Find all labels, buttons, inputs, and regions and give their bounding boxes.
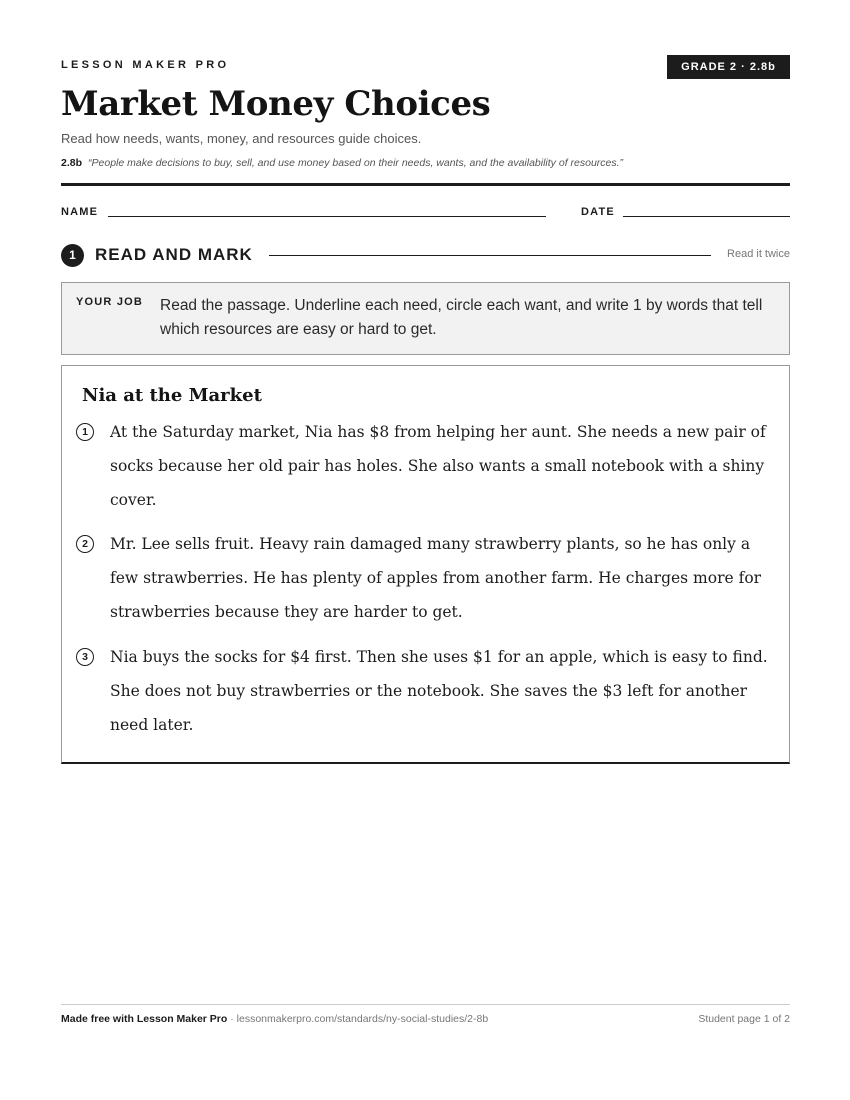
your-job-text: Read the passage. Underline each need, circle each want, and write 1 by words that tell which resources are easy or hard to get. (160, 297, 763, 338)
paragraph-number: 2 (76, 535, 94, 553)
standard-code: 2.8b (61, 157, 83, 169)
header-divider (61, 183, 790, 186)
date-field[interactable] (623, 216, 790, 217)
footer-divider (61, 1004, 790, 1005)
section-title: READ AND MARK (95, 245, 253, 264)
footer-page-number: Student page 1 of 2 (698, 1013, 790, 1025)
standard-quote: “People make decisions to buy, sell, and use money based on their needs, wants, and the availability of resources.” (88, 157, 624, 169)
worksheet-page (61, 0, 790, 1100)
paragraph-text: Nia buys the socks for $4 first. Then she uses $1 for an apple, which is easy to find. She does not buy strawberries or the notebook. She saves the $3 left for another need later. (110, 648, 768, 734)
date-label: DATE (581, 206, 615, 218)
page-subtitle: Read how needs, wants, money, and resources guide choices. (61, 131, 422, 146)
footer-url[interactable]: · lessonmakerpro.com/standards/ny-social-studies/2-8b (227, 1013, 489, 1025)
brand-name: LESSON MAKER PRO (61, 59, 230, 71)
section-note: Read it twice (727, 248, 790, 260)
passage-title: Nia at the Market (82, 385, 262, 406)
grade-badge: GRADE 2 · 2.8b (667, 55, 790, 79)
paragraph-number: 1 (76, 423, 94, 441)
footer-made-with: Made free with Lesson Maker Pro (61, 1013, 228, 1025)
paragraph-text: Mr. Lee sells fruit. Heavy rain damaged many strawberry plants, so he has only a few strawberries. He has plenty of apples from another farm. He charges more for strawberries because they are harder to get. (110, 535, 762, 621)
section-rule (269, 255, 711, 256)
name-field[interactable] (108, 216, 546, 217)
section-header (61, 243, 790, 267)
section-number: 1 (61, 244, 84, 267)
page-title: Market Money Choices (61, 84, 491, 124)
paragraph-number: 3 (76, 648, 94, 666)
footer-credit (61, 1013, 488, 1025)
passage-box (61, 365, 790, 764)
standard-line (61, 157, 623, 169)
paragraph-text: At the Saturday market, Nia has $8 from helping her aunt. She needs a new pair of socks because her old pair has holes. She also wants a small notebook with a shiny cover. (110, 423, 766, 509)
your-job-label: YOUR JOB (76, 296, 144, 308)
your-job-box (61, 282, 790, 355)
name-label: NAME (61, 206, 99, 218)
